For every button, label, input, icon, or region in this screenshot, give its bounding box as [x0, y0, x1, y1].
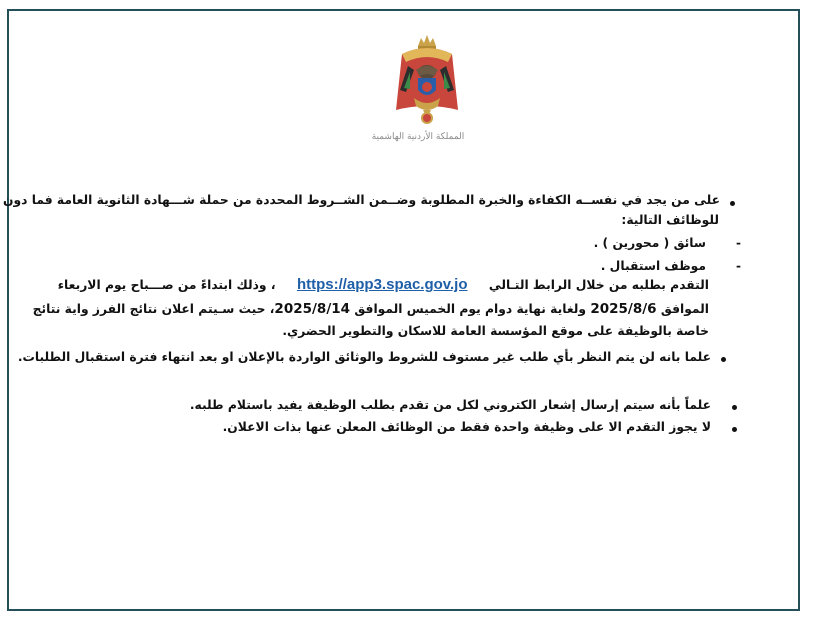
bullet-2-text: علما بانه لن يتم النظر بأي طلب غير مستوف للشروط والوثائق الواردة بالإعلان او بعد انتهاء فترة استقبال الطلبات.: [17, 350, 711, 364]
emblem-caption: المملكة الأردنية الهاشمية: [371, 132, 465, 142]
end-date: 2025/8/14: [274, 301, 351, 317]
application-link[interactable]: https://app3.spac.gov.jo: [296, 276, 468, 293]
bullet-3-text: علماً بأنه سيتم إرسال إشعار الكتروني لكل من تقدم بطلب الوظيفة يفيد باستلام طلبه.: [189, 398, 711, 412]
start-date: 2025/8/6: [590, 301, 657, 317]
bullet-marker: [730, 201, 735, 206]
bullet-marker: [732, 427, 737, 432]
results-notice-text: ، حيث سـيتم اعلان نتائج الفرز واية نتائج: [32, 302, 275, 316]
dash-marker: -: [736, 236, 741, 250]
dash-marker: -: [736, 259, 741, 273]
apply-start-text: ، وذلك ابتداءً من صـــباح يوم الاربعاء: [57, 278, 276, 292]
apply-line-3: خاصة بالوظيفة على موقع المؤسسة العامة للاسكان والتطوير الحضري.: [282, 324, 709, 338]
bullet-marker: [732, 405, 737, 410]
apply-line-2: [33, 300, 709, 318]
bullet-4-text: لا يجوز التقدم الا على وظيفة واحدة فقط من الوظائف المعلن عنها بذات الاعلان.: [222, 420, 711, 434]
apply-deadline-label: ولغاية نهاية دوام يوم الخميس الموافق: [354, 302, 587, 316]
bullet-1-line-2: للوظائف التالية:: [621, 213, 719, 227]
bullet-1-line-1: على من يجد في نفســه الكفاءة والخبرة المطلوبة وضــمن الشــروط المحددة من حملة شـــهادة الثانوية العامة فما دون: [3, 193, 720, 207]
bullet-marker: [721, 357, 726, 362]
announcement-frame: [3, 9, 800, 611]
apply-date-label: الموافق: [660, 302, 709, 316]
apply-intro-text: التقدم بطلبه من خلال الرابط التـالي: [488, 278, 709, 292]
announcement-body: [3, 11, 802, 611]
apply-line-1: [58, 276, 709, 294]
job-item-receptionist: موظف استقبال .: [600, 259, 706, 273]
job-item-driver: سائق ( محورين ) .: [593, 236, 706, 250]
